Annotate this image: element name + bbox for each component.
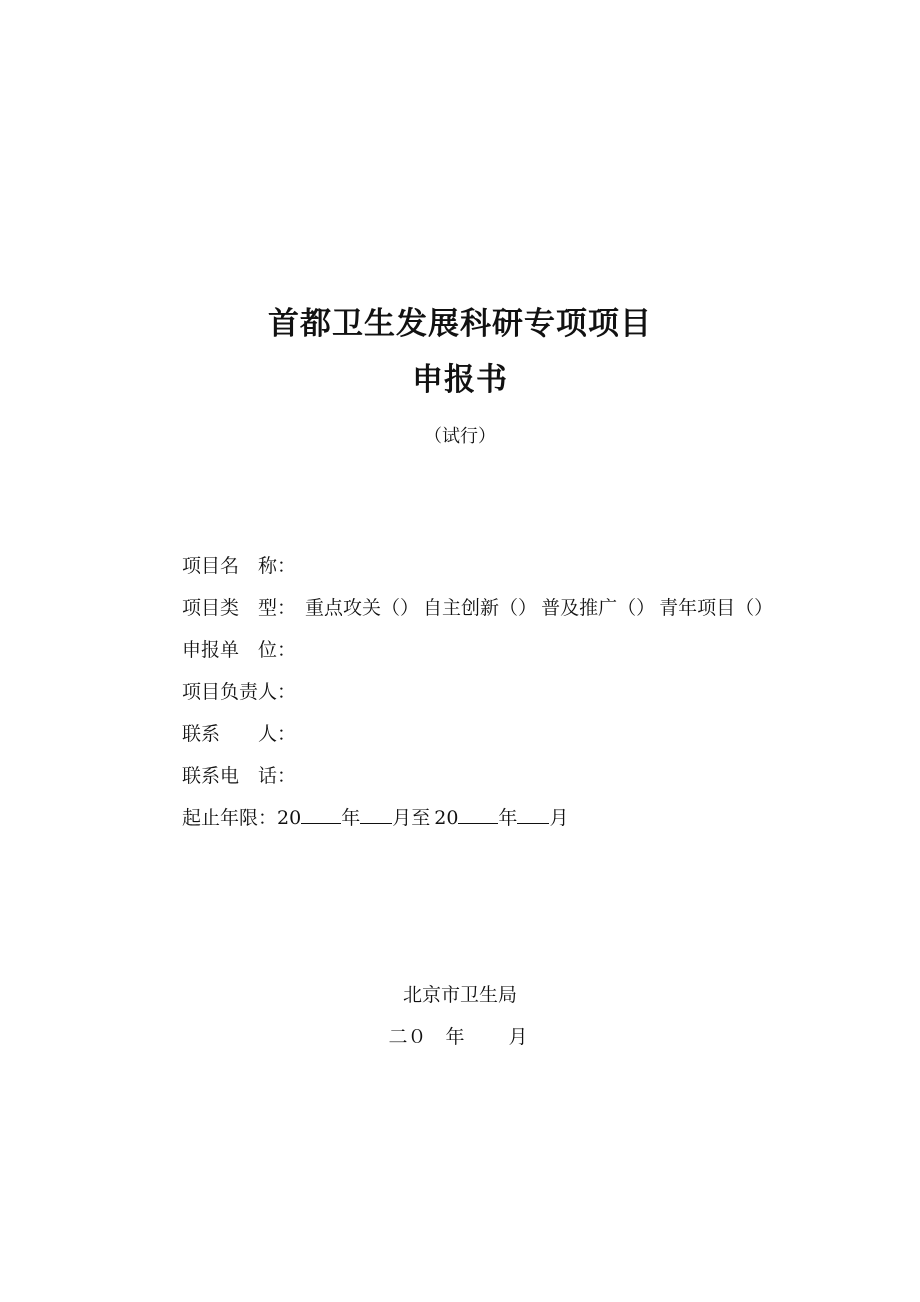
- checkbox-paren: （）: [499, 597, 538, 619]
- project-leader-field: [182, 679, 305, 705]
- start-year-unit: 年: [341, 807, 361, 829]
- end-year-prefix: 20: [434, 807, 459, 829]
- end-year-blank[interactable]: [458, 805, 498, 824]
- start-year-prefix: 20: [277, 807, 302, 829]
- checkbox-paren: （）: [735, 597, 774, 619]
- type-option-youth[interactable]: 青年项目（）: [659, 597, 774, 619]
- document-title: 首都卫生发展科研专项项目: [268, 306, 652, 342]
- issue-date-year: 二０ 年: [388, 1026, 465, 1048]
- contact-phone-label: 联系电 话：: [182, 765, 297, 787]
- type-option-innovation[interactable]: 自主创新（）: [423, 597, 538, 619]
- contact-phone-field: [182, 763, 305, 789]
- project-leader-label: 项目负责人：: [182, 681, 297, 703]
- checkbox-paren: （）: [381, 597, 420, 619]
- project-period-field: [182, 805, 568, 831]
- document-title-line2: 申报书: [412, 362, 508, 398]
- issue-date: [0, 1022, 918, 1049]
- start-month-unit: 月至: [392, 807, 431, 829]
- document-subtitle: （试行）: [424, 426, 496, 447]
- start-month-blank[interactable]: [360, 805, 392, 824]
- project-type-label: 项目类 型：: [182, 597, 297, 619]
- start-year-blank[interactable]: [301, 805, 341, 824]
- project-name-label: 项目名 称：: [182, 555, 297, 577]
- contact-person-field: [182, 721, 305, 747]
- type-option-key-research[interactable]: 重点攻关（）: [305, 597, 420, 619]
- end-month-blank[interactable]: [517, 805, 549, 824]
- issue-date-month: 月: [508, 1026, 528, 1048]
- type-option-promotion[interactable]: 普及推广（）: [541, 597, 656, 619]
- checkbox-paren: （）: [617, 597, 656, 619]
- contact-person-label: 联系 人：: [182, 723, 297, 745]
- applicant-unit-label: 申报单 位：: [182, 639, 297, 661]
- applicant-unit-field: [182, 637, 305, 663]
- issuer-name: 北京市卫生局: [402, 984, 517, 1006]
- project-period-label: 起止年限：: [182, 807, 278, 829]
- end-year-unit: 年: [498, 807, 518, 829]
- project-name-field: [182, 553, 305, 579]
- end-month-unit: 月: [549, 807, 569, 829]
- project-type-options: [305, 595, 777, 621]
- project-type-field: [182, 595, 777, 621]
